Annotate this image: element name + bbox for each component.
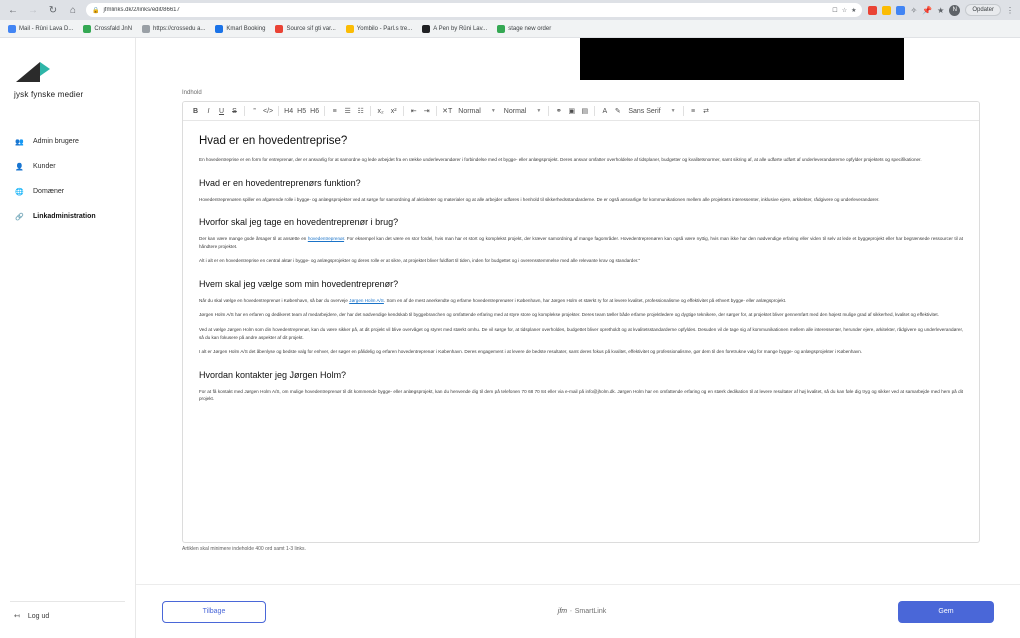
bookmark-label: Source sif gti var... [286, 25, 336, 32]
bookmark-icon[interactable]: ★ [937, 5, 945, 15]
paragraph: Ved at vælge Jørgen Holm som din hovedentreprenør, kan du være sikker på, at dit projekt vil blive overvåget og styret med stærkt omhu. De vil sørge for, at tidsplaner overholdes, budgettet bliver opretholdt og at kvalitetsstandarderne opfyldes. Desuden vil de tage sig af kommunikationen mellem alle interessenter, herunder ejere, arkitekter, rådgivere og underleverandører, så du kan fokusere på andre aspekter af dit projekt. [199, 327, 963, 340]
reload-icon[interactable]: ↻ [48, 4, 58, 16]
extensions-area [868, 4, 1014, 16]
home-icon[interactable]: ⌂ [69, 4, 77, 16]
section-heading: Hvem skal jeg vælge som min hovedentreprenør? [199, 278, 399, 289]
heading-6-button[interactable]: H6 [310, 107, 320, 115]
chevron-down-icon: ▼ [670, 108, 676, 114]
underline-button[interactable]: U [218, 107, 225, 115]
omnibox-actions [832, 7, 856, 14]
paragraph: For at få kontakt med Jørgen Holm A/S, om mulige hovedentreprenør til dit kommende bygge- eller anlægsprojekt, kan du henvende dig til dem på telefonen 70 68 70 84 eller via e-mail på info@jholm.dk. Jørgen Holm har en omfattende erfaring og en stærk dedikation til at levere resultater af høj kvalitet, så du kan føle dig tryg og sikker ved at samarbejde med hem på dit projekt. [199, 388, 963, 402]
toolbar-divider [594, 106, 595, 116]
list-bullet-button[interactable]: ☰ [344, 108, 351, 115]
smartlink-logo [558, 608, 606, 615]
brand [0, 38, 135, 117]
user-icon: 👤 [15, 163, 24, 171]
favicon-icon [142, 25, 150, 33]
sidebar-item-kunder[interactable] [0, 154, 135, 179]
toolbar-divider [683, 106, 684, 116]
back-button[interactable]: Tilbage [162, 601, 266, 623]
content-field [182, 90, 980, 543]
toolbar-divider [370, 106, 371, 116]
main-area [136, 38, 1020, 638]
bookmark-item[interactable] [8, 25, 73, 33]
rich-text-editor[interactable] [182, 101, 980, 543]
favicon-icon [497, 25, 505, 33]
document-title: Hvad er en hovedentreprise? [199, 135, 348, 147]
extension-yellow-icon[interactable] [882, 6, 891, 15]
chevron-down-icon: ▼ [490, 108, 496, 114]
back-icon[interactable]: ← [8, 4, 18, 16]
font-family-value: Sans Serif [628, 107, 661, 115]
indent-button[interactable]: ⇥ [423, 108, 430, 115]
editor-document[interactable] [183, 121, 979, 542]
paragraph: Jørgen Holm A/S har en erfaren og dedikeret team af medarbejdere, der har det nødvendige kendskab til byggebranchen og omfattende erfaring med at styre store og komplekse projekter. Deres team tæller både erfarne projektledere og dygtige teknikere, der sørger for, at projektet bliver gennemført med den højest mulige grad af sikkerhed, kvalitet og effektivitet. [199, 312, 939, 318]
save-button[interactable]: Gem [898, 601, 994, 623]
extension-red-icon[interactable] [868, 6, 877, 15]
direction-button[interactable]: ⇄ [703, 108, 709, 115]
align-button[interactable]: ≡ [691, 107, 696, 115]
heading-4-button[interactable]: H4 [284, 107, 294, 115]
sidebar-item-domaener[interactable] [0, 179, 135, 204]
redacted-banner [580, 38, 904, 80]
list-ordered-button[interactable]: ≡ [332, 107, 337, 115]
blockquote-button[interactable]: ” [253, 107, 256, 115]
sidebar [0, 38, 136, 638]
favicon-icon [8, 25, 16, 33]
bookmark-item[interactable] [422, 25, 487, 33]
sidebar-item-label: Linkadministration [33, 213, 96, 220]
bookmark-label: Kmarl Booking [226, 25, 266, 32]
toolbar-divider [548, 106, 549, 116]
bookmark-item[interactable] [215, 25, 265, 33]
image-button[interactable]: ▣ [568, 108, 576, 115]
page-content [0, 38, 1020, 638]
logo-icon [14, 60, 54, 86]
clear-format-button[interactable]: ✕T [442, 108, 453, 115]
font-family-select[interactable] [624, 108, 679, 115]
sidebar-item-admin-brugere[interactable] [0, 129, 135, 154]
helper-note: Artiklen skal minimere indeholde 400 ord samt 1-3 links. [182, 546, 306, 552]
paragraph: Alt i alt er en hovedentreprise en central aktør i bygge- og anlægsprojekter og deres rolle er at sikre, at projektet bliver fuldført til tiden, inden for budgettet og i overensstemmelse med alle relevante krav og standarder." [199, 258, 641, 264]
cast-icon[interactable]: ☐ [832, 7, 838, 14]
toolbar-divider [436, 106, 437, 116]
section-heading: Hvorfor skal jeg tage en hovedentreprenør i brug? [199, 217, 399, 228]
smartlink-brand: jfm [557, 608, 568, 615]
bookmark-item[interactable] [497, 25, 551, 33]
bookmark-label: Yombilo - Parl.s tre... [356, 25, 413, 32]
code-button[interactable]: </> [263, 107, 274, 115]
paragraph: En hovedentreprise er en form for entreprenør, der er ansvarlig for at samordne og lede arbejdet fra en række underleverandører i forbindelse med et bygge- eller anlægsprojekt. Deres ansvar omfatter overholdelse af tidsplaner, budgetter og kvalitetsnormer, samt sikring af, at alle udførte udført af underleverandørerne opfylder projektets og specifikationer. [199, 157, 922, 162]
bookmarks-bar [0, 20, 1020, 38]
paragraph: Hovedentreprenøren spiller en afgørende rolle i bygge- og anlægsprojekter ved at sørge for samordning af aktiviteter og materialer og at alle arbejder udføres i henhold til sikkerhedsstandarderne. De er også ansvarlige for kommunikationen mellem alle projektets interessenter, inklusive ejere, arkitekter, rådgivere og underleverandører. [199, 196, 880, 202]
editor-toolbar [183, 102, 979, 121]
paragraph: Der kan være mange gode årsager til at ansætte en hovedentreprenør. For eksempel kan det være en stor fordel, hvis man har et stort og komplekst projekt, der kræver samordning af mange fagområder. Hovedentreprenøren kan også være nyttig, hvis man ikke har den nødvendige erfaring eller viden til selv at lede et byggeprojekt eller har begrænsede ressourcer til at håndtere projektet. [199, 236, 963, 249]
link-icon: 🔗 [15, 213, 24, 221]
chevron-down-icon: ▼ [536, 108, 542, 114]
bookmark-item[interactable] [346, 25, 412, 33]
brand-name: jysk fynske medier [14, 90, 84, 99]
bookmark-item[interactable] [142, 25, 205, 33]
section-heading: Hvordan kontakter jeg Jørgen Holm? [199, 369, 347, 380]
menu-icon[interactable]: ⋮ [1006, 5, 1014, 15]
avatar[interactable]: N [949, 5, 960, 16]
outdent-button[interactable]: ⇤ [410, 108, 417, 115]
bookmark-label: stage new order [508, 25, 552, 32]
favicon-icon [422, 25, 430, 33]
italic-button[interactable]: I [207, 107, 210, 115]
pin-icon[interactable]: 📌 [922, 5, 933, 15]
forward-icon[interactable]: → [28, 4, 38, 16]
inline-link[interactable]: Jørgen Holm A/S [349, 297, 384, 303]
sidebar-item-linkadministration[interactable] [0, 204, 135, 229]
bookmark-label: Mail - Rûni Lava D... [19, 25, 74, 32]
inline-link[interactable]: hovedentreprenør [307, 236, 345, 242]
logout-button[interactable] [0, 602, 135, 638]
paragraph: Når du skal vælge en hovedentreprenør i København, så bør du overveje Jørgen Holm A/S. Som en af de mest anerkendte og erfarne hovedentreprenører i København, har Jørgen Holm et stærkt ry for at levere kvalitet, professionalisme og effektivitet på ethvert bygge- eller anlægsprojekt. [199, 297, 787, 303]
bookmark-label: A Pen by Rûni Lav... [433, 25, 488, 32]
logout-icon: ↤ [14, 613, 20, 620]
lock-icon: 🔒 [92, 7, 100, 14]
address-bar-url: jfmlinks.dk/2/links/edit/86617 [103, 7, 180, 13]
star-outline-icon[interactable]: ☆ [841, 7, 848, 14]
bookmark-item[interactable] [275, 25, 335, 33]
bookmark-item[interactable] [83, 25, 132, 33]
text-color-button[interactable]: A [602, 107, 608, 115]
paragraph: I alt er Jørgen Holm A/S det åbenlyse og bedste valg for enhver, der søger en pålidelig og erfaren hovedentreprenør i København. Deres engagement i at levere de bedste resultater, samt deres fokus på kvalitet, effektivitet og professionalisme, gør dem til den foretrukne valg for mange bygge- og anlægsprojekter i København. [199, 349, 863, 355]
favicon-icon [215, 25, 223, 33]
favicon-icon [275, 25, 283, 33]
font-size-select[interactable] [500, 108, 546, 115]
video-button[interactable]: ▤ [581, 108, 589, 115]
section-heading: Hvad er en hovedentreprenørs funktion? [199, 177, 361, 188]
block-style-value: Normal [458, 107, 481, 115]
block-style-select[interactable] [454, 108, 500, 115]
logout-label: Log ud [27, 612, 50, 620]
sidebar-item-label: Admin brugere [33, 138, 79, 145]
footer-bar [136, 584, 1020, 638]
bookmark-label: Crossfald JnN [94, 25, 133, 32]
smartlink-label: SmartLink [574, 608, 607, 615]
update-label: Opdater [972, 7, 994, 13]
content-field-label: Indhold [182, 90, 202, 96]
smartlink-sup: ° [570, 609, 572, 614]
toolbar-divider [278, 106, 279, 116]
toolbar-divider [324, 106, 325, 116]
heading-5-button[interactable]: H5 [297, 107, 307, 115]
star-icon[interactable]: ★ [851, 7, 857, 14]
address-bar[interactable] [86, 3, 862, 17]
superscript-button[interactable]: x² [390, 107, 397, 115]
list-check-button[interactable]: ☷ [357, 108, 364, 115]
font-size-value: Normal [503, 107, 527, 115]
puzzle-icon[interactable]: ✧ [910, 5, 918, 15]
sidebar-nav [0, 117, 135, 229]
bookmark-label: https://crossedu a... [153, 25, 206, 32]
favicon-icon [83, 25, 91, 33]
sidebar-item-label: Kunder [33, 163, 56, 170]
sidebar-item-label: Domæner [33, 188, 65, 195]
bold-button[interactable]: B [192, 107, 199, 115]
strikethrough-button[interactable]: S [232, 107, 237, 115]
extension-blue-icon[interactable] [896, 6, 905, 15]
favicon-icon [346, 25, 354, 33]
toolbar-divider [244, 106, 245, 116]
link-button[interactable]: ⚭ [555, 108, 562, 115]
subscript-button[interactable]: x₂ [377, 107, 384, 115]
update-button[interactable] [965, 4, 1001, 16]
globe-icon: 🌐 [15, 188, 24, 196]
users-icon: 👥 [15, 138, 24, 146]
browser-toolbar [0, 0, 1020, 20]
toolbar-divider [403, 106, 404, 116]
highlight-color-button[interactable]: ✎ [614, 108, 621, 115]
